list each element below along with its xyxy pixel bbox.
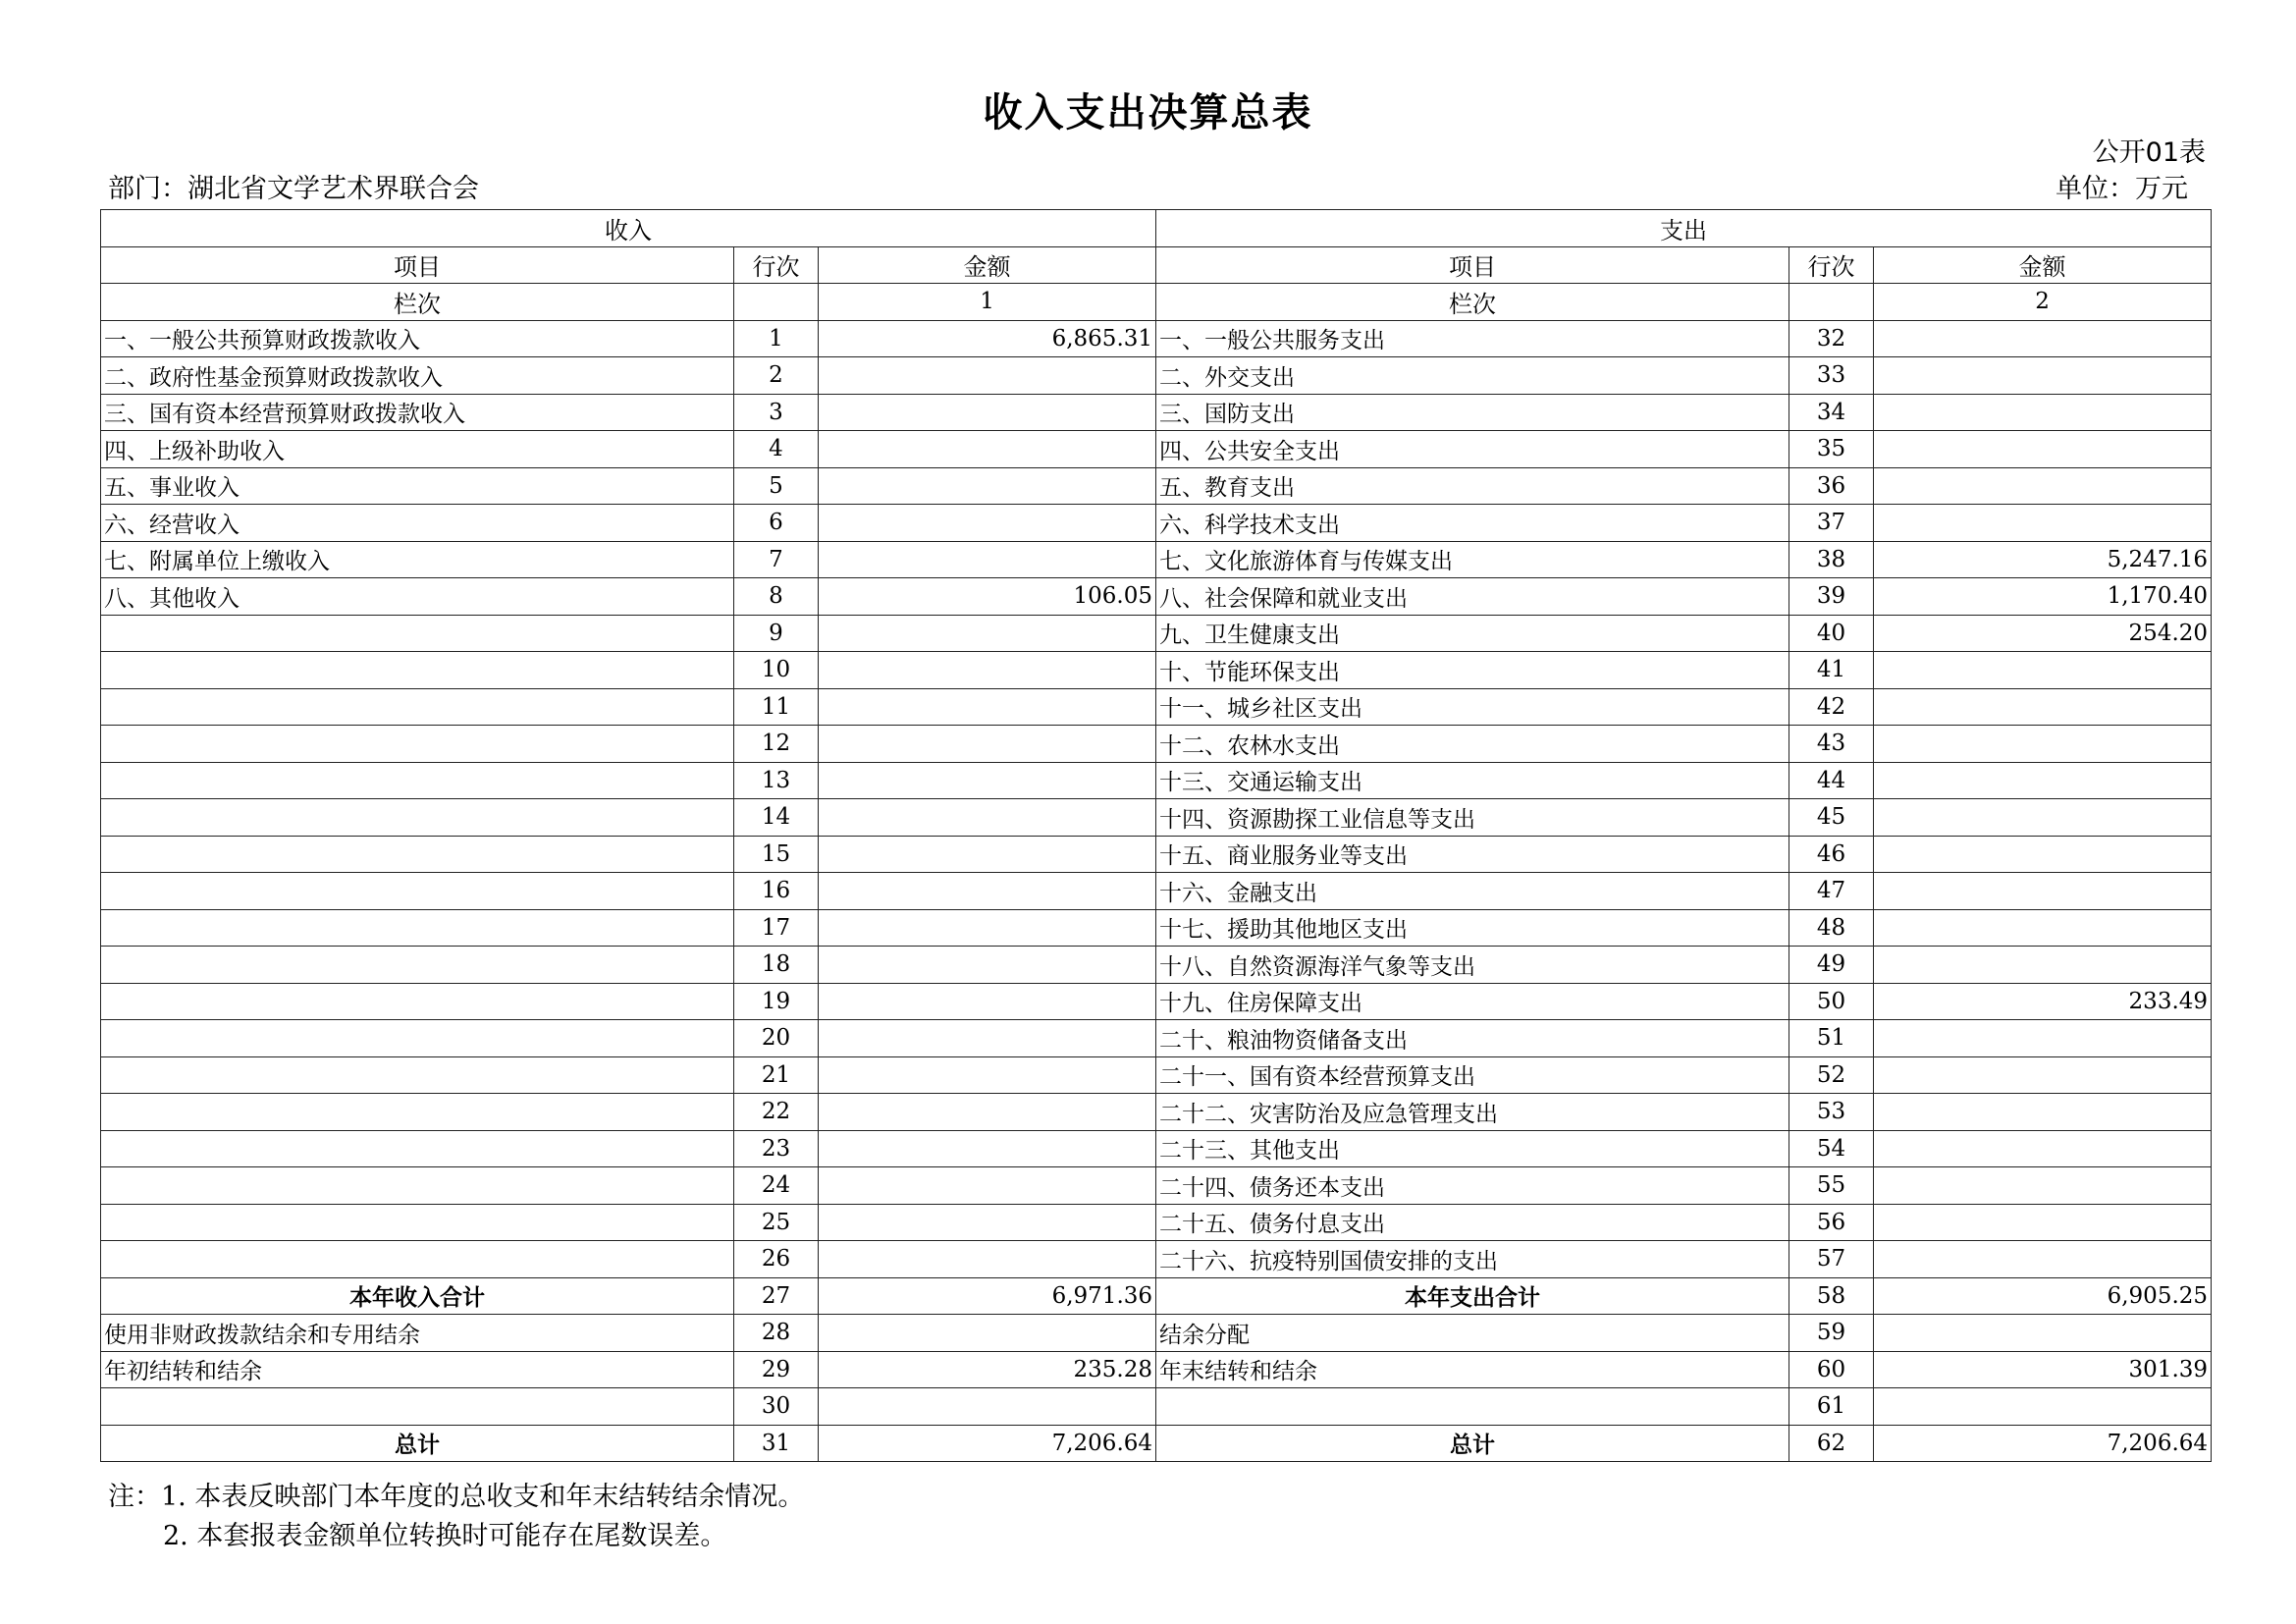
expense-amount-cell: 7,206.64 bbox=[1874, 1425, 2212, 1462]
expense-item-cell: 二十、粮油物资储备支出 bbox=[1156, 1020, 1789, 1057]
expense-amount-cell bbox=[1874, 652, 2212, 689]
expense-amount-cell bbox=[1874, 1388, 2212, 1426]
table-row bbox=[101, 578, 2212, 616]
table-row bbox=[101, 467, 2212, 505]
income-item-cell bbox=[101, 836, 734, 873]
income-item-cell: 本年收入合计 bbox=[101, 1277, 734, 1315]
income-line-cell: 7 bbox=[734, 541, 819, 578]
income-amount-cell bbox=[819, 983, 1156, 1020]
income-item-cell: 八、其他收入 bbox=[101, 578, 734, 616]
expense-item-cell: 八、社会保障和就业支出 bbox=[1156, 578, 1789, 616]
expense-item-cell: 二十三、其他支出 bbox=[1156, 1130, 1789, 1167]
income-amount-cell bbox=[819, 1020, 1156, 1057]
expense-item-cell: 年末结转和结余 bbox=[1156, 1351, 1789, 1388]
income-line-cell: 14 bbox=[734, 799, 819, 837]
income-line-cell: 5 bbox=[734, 467, 819, 505]
expense-amount-cell bbox=[1874, 947, 2212, 984]
income-amount-cell bbox=[819, 1388, 1156, 1426]
expense-line-cell: 38 bbox=[1789, 541, 1874, 578]
income-line-cell: 20 bbox=[734, 1020, 819, 1057]
expense-line-cell: 33 bbox=[1789, 357, 1874, 395]
income-item-cell bbox=[101, 1130, 734, 1167]
income-line-cell: 25 bbox=[734, 1204, 819, 1241]
income-line-cell: 11 bbox=[734, 688, 819, 726]
expense-item-cell: 十六、金融支出 bbox=[1156, 873, 1789, 910]
expense-item-cell: 结余分配 bbox=[1156, 1315, 1789, 1352]
income-amount-cell bbox=[819, 1167, 1156, 1205]
income-item-cell bbox=[101, 652, 734, 689]
table-row bbox=[101, 1056, 2212, 1094]
expense-item-cell: 七、文化旅游体育与传媒支出 bbox=[1156, 541, 1789, 578]
expense-line-cell: 32 bbox=[1789, 320, 1874, 357]
expense-amount-cell bbox=[1874, 1130, 2212, 1167]
page-title: 收入支出决算总表 bbox=[983, 90, 1313, 135]
income-item-cell bbox=[101, 1056, 734, 1094]
income-amount-cell bbox=[819, 467, 1156, 505]
table-row bbox=[101, 1388, 2212, 1426]
income-item-cell: 五、事业收入 bbox=[101, 467, 734, 505]
expense-line-cell: 53 bbox=[1789, 1094, 1874, 1131]
column-number-row bbox=[101, 284, 2212, 321]
income-item-cell bbox=[101, 1094, 734, 1131]
income-line-cell: 6 bbox=[734, 505, 819, 542]
income-amount-cell bbox=[819, 873, 1156, 910]
income-line-cell: 21 bbox=[734, 1056, 819, 1094]
income-amount-cell bbox=[819, 836, 1156, 873]
expense-line-cell: 42 bbox=[1789, 688, 1874, 726]
table-row bbox=[101, 394, 2212, 431]
expense-item-cell: 二十四、债务还本支出 bbox=[1156, 1167, 1789, 1205]
expense-section-header: 支出 bbox=[1156, 210, 2212, 247]
expense-amount-cell bbox=[1874, 873, 2212, 910]
expense-line-cell: 43 bbox=[1789, 726, 1874, 763]
expense-line-cell: 39 bbox=[1789, 578, 1874, 616]
income-amount-cell bbox=[819, 615, 1156, 652]
table-row bbox=[101, 1204, 2212, 1241]
expense-line-cell: 62 bbox=[1789, 1425, 1874, 1462]
table-row bbox=[101, 983, 2212, 1020]
income-item-cell bbox=[101, 762, 734, 799]
expense-line-cell: 55 bbox=[1789, 1167, 1874, 1205]
expense-line-cell: 37 bbox=[1789, 505, 1874, 542]
table-row bbox=[101, 1315, 2212, 1352]
income-line-cell: 4 bbox=[734, 431, 819, 468]
expense-item-cell: 十、节能环保支出 bbox=[1156, 652, 1789, 689]
expense-amount-cell bbox=[1874, 1204, 2212, 1241]
income-amount-cell: 106.05 bbox=[819, 578, 1156, 616]
income-item-cell: 四、上级补助收入 bbox=[101, 431, 734, 468]
income-line-cell: 30 bbox=[734, 1388, 819, 1426]
income-amount-cell bbox=[819, 688, 1156, 726]
table-row bbox=[101, 1130, 2212, 1167]
expense-item-cell: 十四、资源勘探工业信息等支出 bbox=[1156, 799, 1789, 837]
expense-line-cell: 44 bbox=[1789, 762, 1874, 799]
table-row bbox=[101, 873, 2212, 910]
income-item-cell bbox=[101, 947, 734, 984]
income-item-cell: 一、一般公共预算财政拨款收入 bbox=[101, 320, 734, 357]
expense-column-blank bbox=[1789, 284, 1874, 321]
income-item-cell bbox=[101, 1241, 734, 1278]
income-line-cell: 13 bbox=[734, 762, 819, 799]
income-line-cell: 12 bbox=[734, 726, 819, 763]
income-line-cell: 27 bbox=[734, 1277, 819, 1315]
income-item-cell bbox=[101, 1167, 734, 1205]
income-amount-cell bbox=[819, 431, 1156, 468]
income-line-cell: 3 bbox=[734, 394, 819, 431]
expense-amount-cell bbox=[1874, 909, 2212, 947]
expense-item-cell: 四、公共安全支出 bbox=[1156, 431, 1789, 468]
income-amount-cell bbox=[819, 1204, 1156, 1241]
income-column-label: 栏次 bbox=[101, 284, 734, 321]
income-amount-header: 金额 bbox=[819, 246, 1156, 284]
table-row bbox=[101, 652, 2212, 689]
income-item-cell bbox=[101, 688, 734, 726]
expense-amount-cell bbox=[1874, 1315, 2212, 1352]
expense-item-header: 项目 bbox=[1156, 246, 1789, 284]
expense-amount-cell bbox=[1874, 688, 2212, 726]
income-column-number: 1 bbox=[819, 284, 1156, 321]
income-amount-cell bbox=[819, 726, 1156, 763]
income-item-cell: 二、政府性基金预算财政拨款收入 bbox=[101, 357, 734, 395]
income-item-cell: 使用非财政拨款结余和专用结余 bbox=[101, 1315, 734, 1352]
expense-item-cell: 六、科学技术支出 bbox=[1156, 505, 1789, 542]
income-amount-cell bbox=[819, 394, 1156, 431]
expense-line-cell: 60 bbox=[1789, 1351, 1874, 1388]
table-row bbox=[101, 836, 2212, 873]
expense-line-cell: 49 bbox=[1789, 947, 1874, 984]
income-line-cell: 16 bbox=[734, 873, 819, 910]
expense-column-number: 2 bbox=[1874, 284, 2212, 321]
income-item-cell bbox=[101, 983, 734, 1020]
expense-line-cell: 59 bbox=[1789, 1315, 1874, 1352]
expense-line-cell: 41 bbox=[1789, 652, 1874, 689]
income-item-cell bbox=[101, 726, 734, 763]
expense-amount-cell bbox=[1874, 836, 2212, 873]
table-row bbox=[101, 799, 2212, 837]
income-amount-cell bbox=[819, 541, 1156, 578]
expense-item-cell: 十五、商业服务业等支出 bbox=[1156, 836, 1789, 873]
income-line-cell: 23 bbox=[734, 1130, 819, 1167]
expense-amount-cell bbox=[1874, 357, 2212, 395]
table-row bbox=[101, 541, 2212, 578]
income-item-header: 项目 bbox=[101, 246, 734, 284]
section-header-row bbox=[101, 210, 2212, 247]
form-number: 公开01表 bbox=[2092, 137, 2206, 168]
expense-line-cell: 46 bbox=[1789, 836, 1874, 873]
expense-line-cell: 51 bbox=[1789, 1020, 1874, 1057]
table-row bbox=[101, 357, 2212, 395]
expense-item-cell: 五、教育支出 bbox=[1156, 467, 1789, 505]
table-row bbox=[101, 1241, 2212, 1278]
expense-item-cell: 二十六、抗疫特别国债安排的支出 bbox=[1156, 1241, 1789, 1278]
table-row bbox=[101, 1425, 2212, 1462]
income-item-cell: 三、国有资本经营预算财政拨款收入 bbox=[101, 394, 734, 431]
expense-amount-cell bbox=[1874, 467, 2212, 505]
table-row bbox=[101, 1094, 2212, 1131]
table-row bbox=[101, 1277, 2212, 1315]
table-row bbox=[101, 615, 2212, 652]
table-row bbox=[101, 762, 2212, 799]
expense-line-cell: 54 bbox=[1789, 1130, 1874, 1167]
income-line-cell: 18 bbox=[734, 947, 819, 984]
expense-amount-cell bbox=[1874, 1167, 2212, 1205]
expense-amount-cell bbox=[1874, 431, 2212, 468]
expense-item-cell: 二、外交支出 bbox=[1156, 357, 1789, 395]
income-line-cell: 10 bbox=[734, 652, 819, 689]
income-line-cell: 29 bbox=[734, 1351, 819, 1388]
column-header-row bbox=[101, 246, 2212, 284]
income-item-cell bbox=[101, 1388, 734, 1426]
income-amount-cell: 7,206.64 bbox=[819, 1425, 1156, 1462]
expense-amount-cell bbox=[1874, 726, 2212, 763]
table-row bbox=[101, 320, 2212, 357]
table-row bbox=[101, 688, 2212, 726]
department-label: 部门：湖北省文学艺术界联合会 bbox=[108, 174, 479, 204]
expense-amount-cell bbox=[1874, 762, 2212, 799]
income-item-cell: 总计 bbox=[101, 1425, 734, 1462]
income-amount-cell bbox=[819, 1056, 1156, 1094]
expense-amount-header: 金额 bbox=[1874, 246, 2212, 284]
expense-line-cell: 40 bbox=[1789, 615, 1874, 652]
income-item-cell: 年初结转和结余 bbox=[101, 1351, 734, 1388]
expense-line-cell: 50 bbox=[1789, 983, 1874, 1020]
expense-line-header: 行次 bbox=[1789, 246, 1874, 284]
income-item-cell bbox=[101, 1020, 734, 1057]
income-line-cell: 26 bbox=[734, 1241, 819, 1278]
income-amount-cell bbox=[819, 947, 1156, 984]
expense-line-cell: 45 bbox=[1789, 799, 1874, 837]
income-item-cell: 六、经营收入 bbox=[101, 505, 734, 542]
expense-line-cell: 47 bbox=[1789, 873, 1874, 910]
expense-amount-cell: 6,905.25 bbox=[1874, 1277, 2212, 1315]
table-row bbox=[101, 1167, 2212, 1205]
expense-amount-cell bbox=[1874, 320, 2212, 357]
income-amount-cell bbox=[819, 799, 1156, 837]
table-row bbox=[101, 1351, 2212, 1388]
expense-line-cell: 34 bbox=[1789, 394, 1874, 431]
expense-item-cell: 总计 bbox=[1156, 1425, 1789, 1462]
expense-line-cell: 57 bbox=[1789, 1241, 1874, 1278]
income-line-cell: 22 bbox=[734, 1094, 819, 1131]
income-amount-cell bbox=[819, 1094, 1156, 1131]
expense-line-cell: 58 bbox=[1789, 1277, 1874, 1315]
expense-line-cell: 52 bbox=[1789, 1056, 1874, 1094]
expense-item-cell bbox=[1156, 1388, 1789, 1426]
income-section-header: 收入 bbox=[101, 210, 1156, 247]
income-item-cell bbox=[101, 1204, 734, 1241]
expense-item-cell: 本年支出合计 bbox=[1156, 1277, 1789, 1315]
expense-item-cell: 十七、援助其他地区支出 bbox=[1156, 909, 1789, 947]
income-amount-cell bbox=[819, 505, 1156, 542]
expense-amount-cell: 301.39 bbox=[1874, 1351, 2212, 1388]
note-2: 2. 本套报表金额单位转换时可能存在尾数误差。 bbox=[163, 1521, 727, 1551]
income-line-cell: 9 bbox=[734, 615, 819, 652]
table-row bbox=[101, 947, 2212, 984]
expense-amount-cell: 5,247.16 bbox=[1874, 541, 2212, 578]
income-item-cell bbox=[101, 615, 734, 652]
income-line-cell: 8 bbox=[734, 578, 819, 616]
expense-amount-cell bbox=[1874, 1020, 2212, 1057]
unit-label: 单位：万元 bbox=[2056, 174, 2188, 204]
expense-item-cell: 二十五、债务付息支出 bbox=[1156, 1204, 1789, 1241]
expense-item-cell: 三、国防支出 bbox=[1156, 394, 1789, 431]
income-amount-cell bbox=[819, 1315, 1156, 1352]
expense-amount-cell bbox=[1874, 1094, 2212, 1131]
income-line-cell: 15 bbox=[734, 836, 819, 873]
expense-item-cell: 二十一、国有资本经营预算支出 bbox=[1156, 1056, 1789, 1094]
income-item-cell bbox=[101, 873, 734, 910]
expense-line-cell: 56 bbox=[1789, 1204, 1874, 1241]
expense-amount-cell bbox=[1874, 799, 2212, 837]
expense-item-cell: 十九、住房保障支出 bbox=[1156, 983, 1789, 1020]
income-amount-cell bbox=[819, 1241, 1156, 1278]
income-amount-cell bbox=[819, 357, 1156, 395]
expense-line-cell: 61 bbox=[1789, 1388, 1874, 1426]
income-amount-cell: 6,971.36 bbox=[819, 1277, 1156, 1315]
income-line-header: 行次 bbox=[734, 246, 819, 284]
income-line-cell: 31 bbox=[734, 1425, 819, 1462]
expense-amount-cell: 254.20 bbox=[1874, 615, 2212, 652]
table-row bbox=[101, 1020, 2212, 1057]
expense-item-cell: 一、一般公共服务支出 bbox=[1156, 320, 1789, 357]
expense-item-cell: 十八、自然资源海洋气象等支出 bbox=[1156, 947, 1789, 984]
income-line-cell: 19 bbox=[734, 983, 819, 1020]
expense-item-cell: 二十二、灾害防治及应急管理支出 bbox=[1156, 1094, 1789, 1131]
income-amount-cell: 6,865.31 bbox=[819, 320, 1156, 357]
expense-item-cell: 十三、交通运输支出 bbox=[1156, 762, 1789, 799]
expense-line-cell: 35 bbox=[1789, 431, 1874, 468]
expense-line-cell: 36 bbox=[1789, 467, 1874, 505]
note-1: 注：1. 本表反映部门本年度的总收支和年末结转结余情况。 bbox=[108, 1482, 805, 1512]
income-amount-cell bbox=[819, 762, 1156, 799]
income-line-cell: 2 bbox=[734, 357, 819, 395]
income-item-cell bbox=[101, 799, 734, 837]
income-line-cell: 1 bbox=[734, 320, 819, 357]
expense-amount-cell: 1,170.40 bbox=[1874, 578, 2212, 616]
expense-amount-cell bbox=[1874, 394, 2212, 431]
income-item-cell: 七、附属单位上缴收入 bbox=[101, 541, 734, 578]
expense-item-cell: 九、卫生健康支出 bbox=[1156, 615, 1789, 652]
income-amount-cell bbox=[819, 1130, 1156, 1167]
income-amount-cell: 235.28 bbox=[819, 1351, 1156, 1388]
income-amount-cell bbox=[819, 909, 1156, 947]
table-row bbox=[101, 505, 2212, 542]
income-expense-table bbox=[100, 209, 2212, 1462]
income-line-cell: 17 bbox=[734, 909, 819, 947]
income-item-cell bbox=[101, 909, 734, 947]
table-row bbox=[101, 909, 2212, 947]
income-line-cell: 28 bbox=[734, 1315, 819, 1352]
income-column-blank bbox=[734, 284, 819, 321]
expense-amount-cell bbox=[1874, 1056, 2212, 1094]
expense-item-cell: 十二、农林水支出 bbox=[1156, 726, 1789, 763]
expense-amount-cell bbox=[1874, 505, 2212, 542]
table-row bbox=[101, 726, 2212, 763]
notes bbox=[108, 1478, 804, 1556]
table-row bbox=[101, 431, 2212, 468]
expense-amount-cell: 233.49 bbox=[1874, 983, 2212, 1020]
income-line-cell: 24 bbox=[734, 1167, 819, 1205]
expense-item-cell: 十一、城乡社区支出 bbox=[1156, 688, 1789, 726]
expense-amount-cell bbox=[1874, 1241, 2212, 1278]
expense-line-cell: 48 bbox=[1789, 909, 1874, 947]
expense-column-label: 栏次 bbox=[1156, 284, 1789, 321]
income-amount-cell bbox=[819, 652, 1156, 689]
